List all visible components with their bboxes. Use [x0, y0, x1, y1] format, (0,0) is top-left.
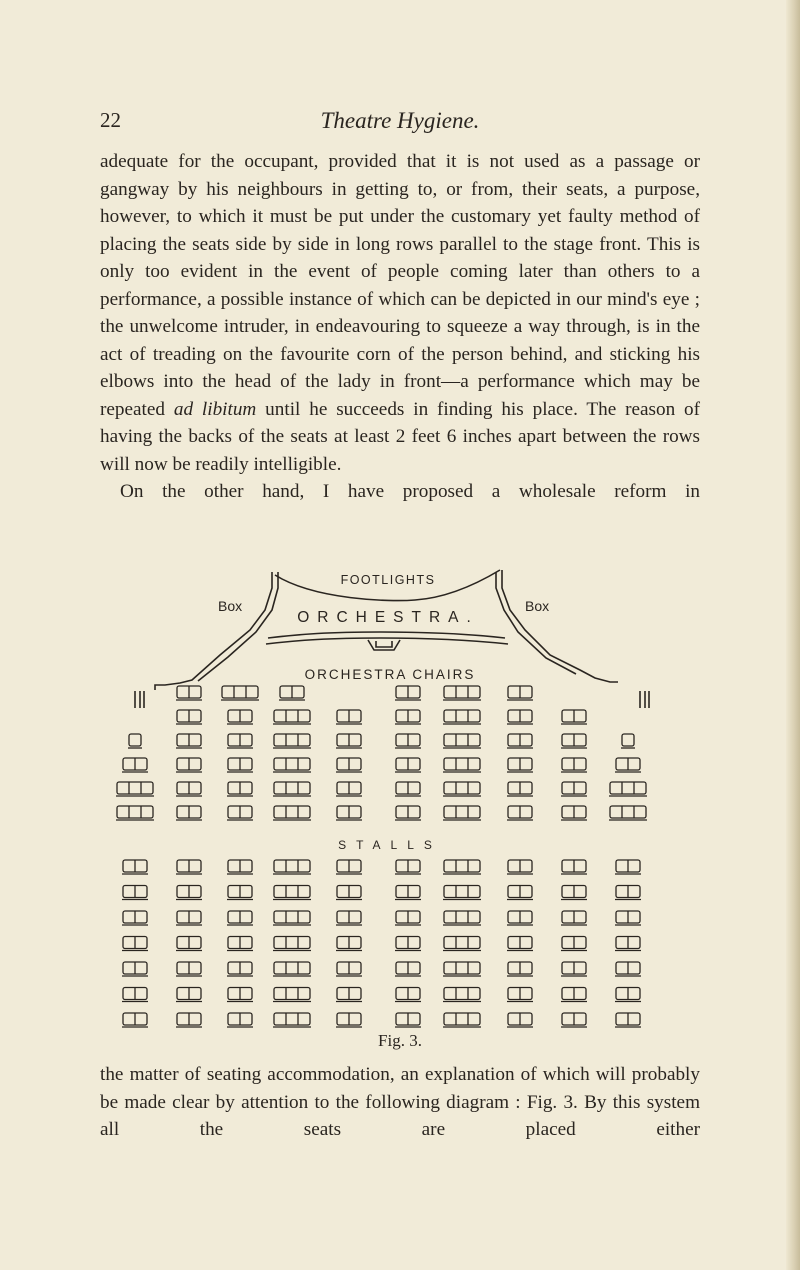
stalls-seat-block — [561, 988, 587, 1002]
stalls-label: STALLS — [338, 838, 442, 852]
orchestra-chair-seat-block — [609, 806, 647, 820]
stalls-seat-block — [507, 937, 533, 951]
stalls-seat-block — [443, 988, 481, 1002]
orchestra-chair-seat-block — [443, 710, 481, 724]
orchestra-chair-seat-block — [507, 782, 533, 796]
stalls-seat-block — [395, 1013, 421, 1027]
stalls-seat-block — [507, 988, 533, 1002]
stalls-seat-block — [443, 937, 481, 951]
orchestra-chair-seat-block — [273, 710, 311, 724]
stalls-seat-block — [336, 962, 362, 976]
orchestra-chair-seat-block — [443, 734, 481, 748]
stalls-seat-block — [561, 911, 587, 925]
page-number: 22 — [100, 108, 121, 132]
stalls-seat-block — [176, 860, 202, 874]
orchestra-chair-seat-block — [336, 806, 362, 820]
stalls-seat-block — [507, 962, 533, 976]
orchestra-chair-seat-block — [395, 710, 421, 724]
orchestra-chair-seat-block — [227, 782, 253, 796]
orchestra-chair-seat-block — [615, 758, 641, 772]
orchestra-label: ORCHESTRA. — [297, 609, 479, 626]
stalls-seat-block — [227, 988, 253, 1002]
stalls-seat-block — [615, 962, 641, 976]
stalls-seat-block — [443, 860, 481, 874]
stalls-seat-block — [176, 988, 202, 1002]
stalls-seat-block — [336, 937, 362, 951]
stalls-seat-block — [122, 962, 148, 976]
orchestra-chair-seat-block — [395, 782, 421, 796]
orchestra-chair-seat-block — [227, 734, 253, 748]
orchestra-chair-seat-block — [395, 734, 421, 748]
orchestra-chair-seat-block — [561, 710, 587, 724]
stalls-seat-block — [615, 860, 641, 874]
orchestra-chair-seat-block — [443, 758, 481, 772]
stalls-seat-block — [395, 911, 421, 925]
orchestra-chair-seat-block — [128, 734, 142, 748]
stalls-seat-block — [122, 860, 148, 874]
stalls-seat-block — [122, 988, 148, 1002]
stalls-seat-block — [443, 962, 481, 976]
body-text-continued — [100, 1061, 700, 1144]
footlights-label: FOOTLIGHTS — [340, 573, 436, 587]
seating-diagram-svg — [100, 560, 700, 1030]
stalls-seat-block — [507, 886, 533, 900]
stalls-seat-block — [336, 988, 362, 1002]
stalls-seat-block — [336, 911, 362, 925]
stalls-seat-block — [561, 886, 587, 900]
orchestra-chair-seat-block — [443, 782, 481, 796]
orchestra-chair-seat-block — [336, 734, 362, 748]
orchestra-chair-seat-block — [176, 710, 202, 724]
stalls-seat-block — [443, 1013, 481, 1027]
stalls-seat-block — [615, 937, 641, 951]
orchestra-chair-seat-block — [609, 782, 647, 796]
orchestra-chair-seat-block — [336, 710, 362, 724]
orchestra-chair-seat-block — [395, 758, 421, 772]
orchestra-chair-seat-block — [273, 782, 311, 796]
stalls-seat-block — [395, 988, 421, 1002]
stalls-seat-block — [273, 886, 311, 900]
stalls-seat-block — [273, 911, 311, 925]
orchestra-chair-seat-block — [507, 710, 533, 724]
stalls-seat-block — [336, 1013, 362, 1027]
orchestra-chair-seat-block — [507, 686, 533, 700]
orchestra-chair-seat-block — [176, 686, 202, 700]
stalls-seat-block — [176, 1013, 202, 1027]
stalls-seat-block — [273, 860, 311, 874]
orchestra-chair-seat-block — [176, 734, 202, 748]
stalls-seat-block — [176, 937, 202, 951]
orchestra-chair-seat-block — [116, 806, 154, 820]
orchestra-chair-seat-block — [507, 734, 533, 748]
stalls-seat-block — [273, 962, 311, 976]
orchestra-chair-seat-block — [561, 734, 587, 748]
orchestra-chair-seat-block — [227, 758, 253, 772]
orchestra-chair-seat-block — [221, 686, 259, 700]
conductor-recess — [368, 640, 400, 650]
orchestra-chair-seat-block — [227, 806, 253, 820]
orchestra-chair-seat-block — [116, 782, 154, 796]
orchestra-chair-seat-block — [176, 782, 202, 796]
stalls-seat-block — [336, 886, 362, 900]
orchestra-chair-seat-block — [507, 806, 533, 820]
stalls-seat-block — [561, 962, 587, 976]
stalls-seat-block — [122, 1013, 148, 1027]
box-right-label: Box — [525, 598, 550, 614]
paragraph-1-text: adequate for the occupant, provided that it is not used as a passage or gangway by his neighbours in getting to, or from, their seats, a purpose, however, to which it must be put under the customary yet faulty method of placing the seats side by side in long rows parallel to the stage front. This is only too evident in the event of people coming later than others to a performance, a possible instance of which can be depicted in our mind's eye ; the unwelcome intruder, in endeavouring to squeeze a way through, is in the act of treading on the favourite corn of the person behind, and sticking his elbows into the head of the lady in front—a performance which may be repeated — [100, 151, 700, 420]
stalls-seat-block — [395, 886, 421, 900]
stalls-seat-block — [507, 1013, 533, 1027]
left-box-wall — [155, 572, 272, 690]
stalls-seat-block — [395, 937, 421, 951]
running-title: Theatre Hygiene. — [320, 108, 480, 133]
stalls-seat-block — [507, 911, 533, 925]
stalls-seat-block — [443, 886, 481, 900]
stalls-seat-block — [561, 937, 587, 951]
stalls-seat-block — [395, 962, 421, 976]
orchestra-chair-seat-block — [273, 758, 311, 772]
stalls-seat-block — [615, 1013, 641, 1027]
stalls-seat-block — [561, 860, 587, 874]
orchestra-chair-seat-block — [561, 758, 587, 772]
stalls-seat-block — [443, 911, 481, 925]
orchestra-chair-seat-block — [227, 710, 253, 724]
orchestra-chair-seat-block — [561, 806, 587, 820]
orchestra-chair-seat-block — [443, 686, 481, 700]
stalls-seat-block — [227, 962, 253, 976]
orchestra-chair-seat-block — [507, 758, 533, 772]
paragraph-1 — [100, 148, 700, 478]
stalls-seat-block — [176, 911, 202, 925]
stalls-seat-block — [273, 937, 311, 951]
orchestra-rail — [268, 632, 505, 638]
stalls-seat-block — [227, 937, 253, 951]
page-edge — [786, 0, 800, 1270]
box-left-label: Box — [218, 598, 243, 614]
stalls-seat-block — [227, 886, 253, 900]
paragraph-2: On the other hand, I have proposed a wholesale reform in — [120, 481, 700, 502]
stalls-seat-block — [122, 886, 148, 900]
stalls-seat-block — [176, 962, 202, 976]
stalls-seat-block — [227, 860, 253, 874]
orchestra-chair-seat-block — [176, 758, 202, 772]
paragraph-3: the matter of seating accommodation, an explanation of which will probably be made clear by attention to the following diagram : Fig. 3. By this system all the seats are placed either — [100, 1064, 700, 1140]
body-text — [100, 148, 700, 506]
orchestra-chair-seat-block — [279, 686, 305, 700]
stalls-seat-block — [395, 860, 421, 874]
stalls-seat-block — [122, 937, 148, 951]
orchestra-chair-seat-block — [395, 686, 421, 700]
orchestra-chair-seat-block — [561, 782, 587, 796]
stalls-seat-block — [507, 860, 533, 874]
orchestra-chair-seat-block — [621, 734, 635, 748]
orchestra-chair-seat-block — [336, 782, 362, 796]
orchestra-chair-seat-block — [336, 758, 362, 772]
stalls-seat-block — [273, 1013, 311, 1027]
orchestra-chair-seat-block — [176, 806, 202, 820]
orchestra-chair-seat-block — [395, 806, 421, 820]
stalls-seat-block — [336, 860, 362, 874]
orchestra-chair-seat-block — [273, 734, 311, 748]
paragraph-1-italic: ad libitum — [173, 398, 257, 420]
stalls-seat-block — [273, 988, 311, 1002]
figure-caption: Fig. 3. — [378, 1031, 422, 1050]
orchestra-chairs-label: ORCHESTRA CHAIRS — [304, 667, 476, 682]
stalls-seat-block — [176, 886, 202, 900]
orchestra-chair-seat-block — [122, 758, 148, 772]
page-header — [0, 108, 800, 142]
stalls-seat-block — [122, 911, 148, 925]
seating-diagram — [100, 560, 700, 1030]
stalls-seat-block — [615, 988, 641, 1002]
stalls-seat-block — [227, 911, 253, 925]
stalls-seat-block — [561, 1013, 587, 1027]
orchestra-chair-seat-block — [443, 806, 481, 820]
stalls-seat-block — [615, 911, 641, 925]
stalls-seat-block — [615, 886, 641, 900]
stalls-seat-block — [227, 1013, 253, 1027]
orchestra-chair-seat-block — [273, 806, 311, 820]
paragraph-1-text-end: until he succeeds in finding his place. The reason of having the backs of the seats at least 2 feet 6 inches apart between the rows will now be readily intelligible. — [100, 398, 701, 475]
